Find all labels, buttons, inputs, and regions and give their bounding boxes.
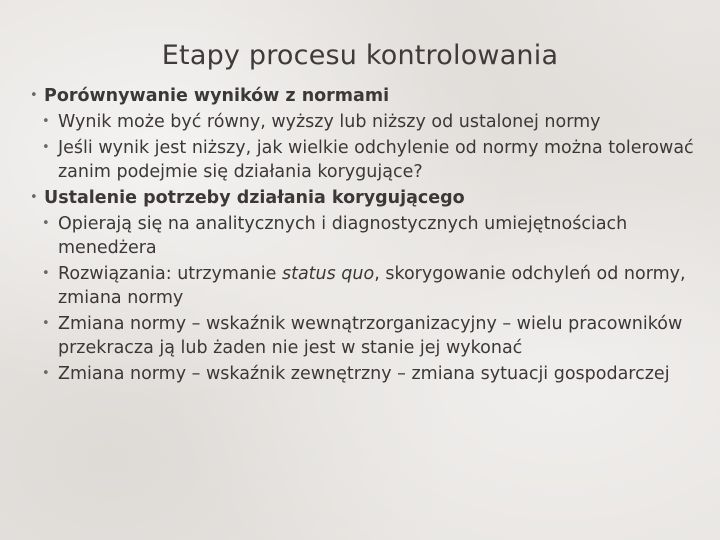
bullet-icon: • [42, 366, 50, 381]
slide-title: Etapy procesu kontrolowania [161, 40, 559, 71]
bullet-text-part: Rozwiązania: utrzymanie [58, 264, 282, 284]
bullet-icon: • [30, 190, 38, 205]
slide-content [28, 84, 698, 386]
bullet-text: Jeśli wynik jest niższy, jak wielkie odchylenie od normy można tolerować zanim podejmie się działania korygujące? [58, 138, 694, 182]
bullet-text: Porównywanie wyników z normami [44, 86, 390, 106]
bullet-level2-internal-indicator [28, 312, 698, 360]
bullet-level2-result-lower [28, 136, 698, 184]
bullet-icon: • [42, 316, 50, 331]
bullet-level2-result-equal [28, 110, 698, 134]
bullet-icon: • [42, 114, 50, 129]
bullet-text-part: , skorygowanie odchyleń od normy, zmiana normy [58, 264, 686, 308]
bullet-text: Opierają się na analitycznych i diagnostycznych umiejętnościach menedżera [58, 214, 628, 258]
bullet-level1-comparing [28, 84, 698, 108]
bullet-text: Zmiana normy – wskaźnik zewnętrzny – zmiana sytuacji gospodarczej [58, 364, 670, 384]
bullet-level2-solutions [28, 262, 698, 310]
bullet-text: Wynik może być równy, wyższy lub niższy od ustalonej normy [58, 112, 601, 132]
bullet-text-italic: status quo [281, 264, 375, 284]
bullet-icon: • [42, 140, 50, 155]
bullet-level2-analytical-skills [28, 212, 698, 260]
bullet-text: Zmiana normy – wskaźnik wewnątrzorganizacyjny – wielu pracowników przekracza ją lub żaden nie jest w stanie jej wykonać [58, 314, 683, 358]
bullet-icon: • [30, 88, 38, 103]
bullet-text: Ustalenie potrzeby działania korygującego [44, 188, 465, 208]
bullet-icon: • [42, 216, 50, 231]
bullet-level1-corrective-action [28, 186, 698, 210]
bullet-level2-external-indicator [28, 362, 698, 386]
bullet-icon: • [42, 266, 50, 281]
